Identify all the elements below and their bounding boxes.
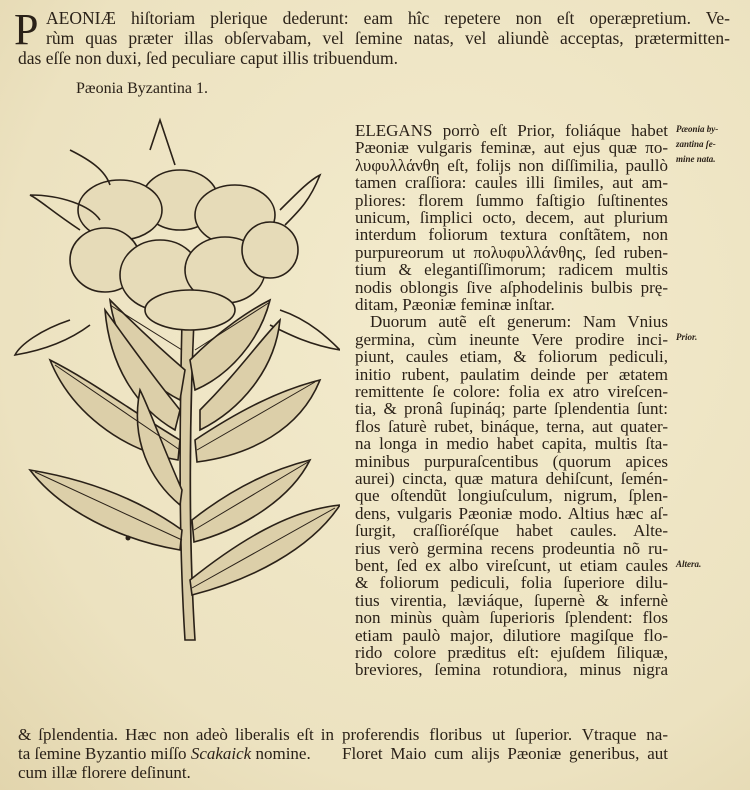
- text-line: non minùs quàm ſuperioris ſplendent: flos: [355, 608, 668, 628]
- text-line: Duorum autẽ eſt generum: Nam Vnius: [370, 312, 668, 332]
- text-line: bent, ſed ex albo vireſcunt, ut etiam caules: [355, 556, 668, 575]
- margin-note-line: Pæonia by-: [676, 124, 719, 134]
- text-line: & foliorum pediculi, folia ſuperiore dilu-: [355, 573, 668, 593]
- text-line: remittente ſe colore: folia ex atro vireſcen-: [355, 382, 668, 401]
- text-line: unicum, ſimplici octo, decem, aut plurium: [355, 208, 668, 227]
- margin-note-prior: Prior.: [676, 332, 698, 342]
- text-line: tius virentia, læviáque, ſupernè & infernè: [355, 590, 668, 610]
- text-line: flos ſaturè rubet, bináque, terna, aut quater-: [355, 416, 668, 436]
- text-line: piunt, caules etiam, & foliorum pediculi,: [355, 347, 668, 367]
- margin-note-byzantina: [676, 122, 718, 167]
- text-fragment: ta ſemine Byzantio miſſo: [18, 744, 187, 763]
- text-line: aurei) cincta, quæ matura dehiſcunt, ſemén-: [355, 469, 668, 488]
- text-line: [18, 745, 334, 763]
- text-line: ELEGANS porrò eſt Prior, foliáque habet: [355, 121, 668, 140]
- text-line: Floret Maio cum alijs Pæoniæ generibus, aut: [342, 744, 668, 763]
- text-line: tium & elegantiſſimorum; radicem multis: [355, 260, 668, 280]
- text-line: purpureorum ut πολυφυλλάνθης, ſed ruben-: [355, 242, 668, 262]
- text-line: que oſtendũt longiuſculum, nigrum, ſplen-: [355, 486, 668, 506]
- text-line: tia, & pronâ ſupináq; parte ſplendentia ſunt:: [355, 399, 668, 419]
- drop-cap: P: [14, 5, 39, 54]
- text-line: nodis oblongis ſive aſphodelinis bulbis prę-: [355, 277, 668, 297]
- text-line: ſurgit, craſſioréſque habet caules. Alte-: [355, 521, 668, 541]
- text-line: breviores, ſemina rotundiora, minus nigra: [355, 660, 668, 680]
- peony-woodcut-illustration: [10, 110, 340, 740]
- text-line: Pæoniæ vulgaris feminæ, aut ejus quæ πο-: [355, 138, 668, 158]
- text-line: tamen craſſiora: caules illi ſimiles, aut am-: [355, 173, 668, 193]
- text-line: na longa in medio habet capita, multis ſta-: [355, 434, 668, 454]
- margin-note-altera: Altera.: [676, 559, 702, 569]
- text-line: germina, cùm ineunte Vere prodire inci-: [355, 329, 668, 349]
- margin-note-line: mine nata.: [676, 154, 716, 164]
- text-line: λυφυλλάνθη eſt, folijs non diſſimilia, paullò: [355, 155, 668, 175]
- intro-line: das eſſe non duxi, ſed peculiare caput illis tribuendum.: [18, 48, 399, 68]
- text-line: ditam, Pæoniæ feminæ inſtar.: [355, 295, 555, 314]
- intro-line: rùm quas præter illas obſervabam, vel ſemine natas, vel aliundè acceptas, prætermitten-: [46, 28, 730, 48]
- text-fragment: nomine.: [255, 744, 311, 763]
- intro-line: AEONIÆ hiſtoriam plerique dederunt: eam hîc repetere non eſt operæpretium. Ve-: [46, 8, 730, 28]
- text-line: proferendis floribus ut ſuperior. Vtraque na-: [342, 725, 668, 744]
- text-line: initio rubent, paulatim deinde per ætatem: [355, 364, 668, 384]
- text-line: rido colore præditus eſt: ejuſdem ſiliquæ,: [355, 643, 668, 662]
- text-line: minibus purpuraſcentibus (quorum apices: [355, 451, 668, 471]
- text-line: pliores: florem ſummo faſtigio ſuſtinentes: [355, 190, 668, 210]
- text-line: interdum foliorum textura conſtãtem, non: [355, 225, 668, 245]
- margin-note-line: zantina ſe-: [676, 139, 716, 149]
- figure-caption: Pæonia Byzantina 1.: [76, 80, 208, 97]
- text-line: cum illæ florere deſinunt.: [18, 763, 191, 782]
- text-line: etiam paulò major, dilutiore magiſque flo-: [355, 625, 668, 645]
- text-line: & ſplendentia. Hæc non adeò liberalis eſt in: [18, 725, 334, 744]
- plant-name-italic: Scakaick: [190, 744, 252, 763]
- text-line: dens, vulgaris Pæoniæ modo. Altius hæc aſ-: [355, 503, 668, 523]
- text-line: rius verò germina recens prodeuntia nõ ru-: [355, 538, 668, 558]
